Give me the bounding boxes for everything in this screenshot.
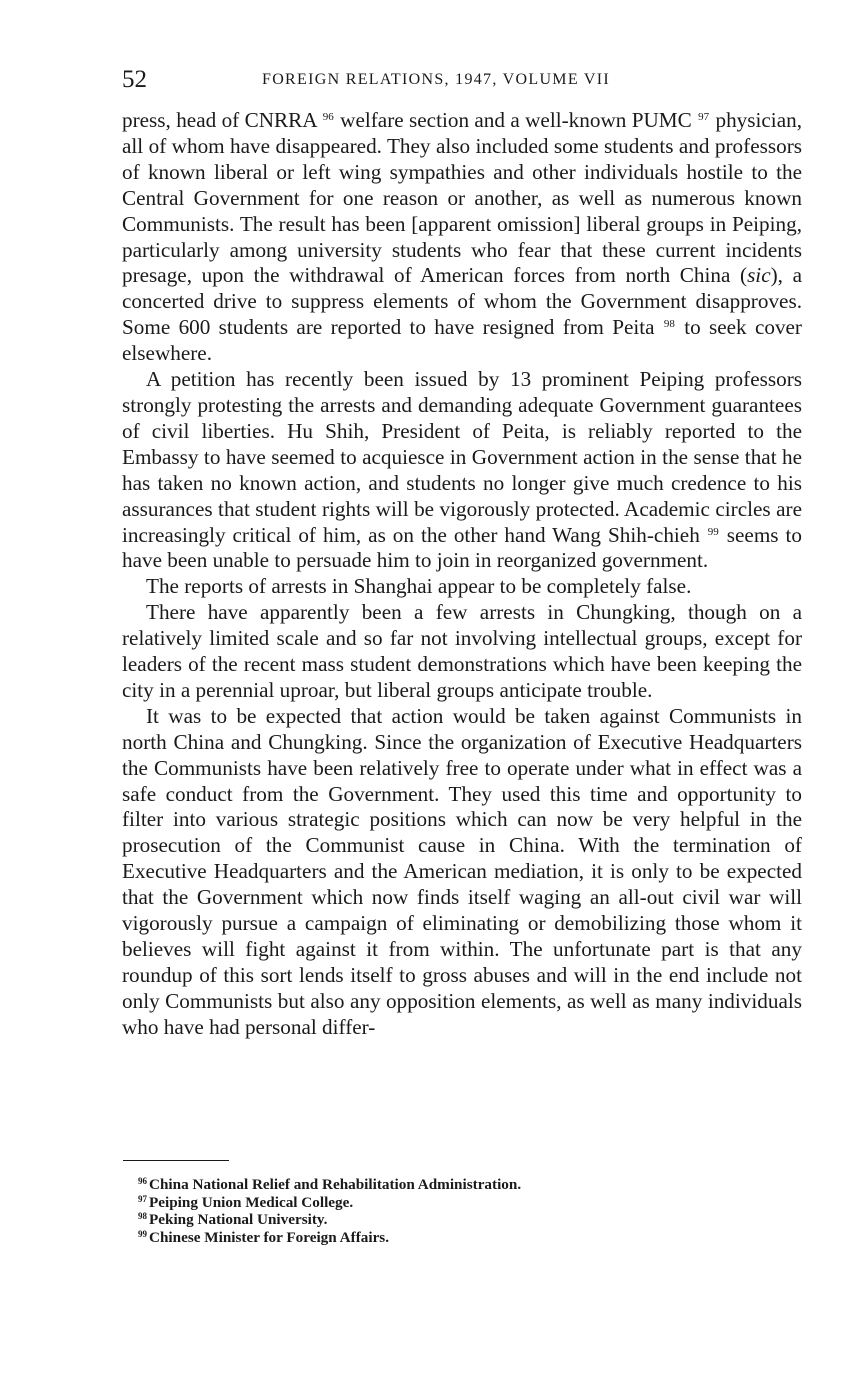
footnote-number: 98 (138, 1211, 147, 1222)
text-run: to seek cover elsewhere. (122, 315, 802, 366)
running-head (122, 64, 802, 96)
text-run: A petition has recently been issued by 13 prominent Peiping professors strongly protesting the arrests and demanding adequate Government guarantees of civil liberties. Hu Shih, President of Peita, is reliably reported to the Embassy to have seemed to acquiesce in Government action in the sense that he has taken no known action, and students no longer give much credence to his assurances that student rights will be vigorously protected. Academic circles are increasingly critical of him, as on the other hand Wang Shih-chieh (122, 367, 802, 547)
footnote (138, 1229, 798, 1247)
paragraph (122, 704, 802, 1041)
footnote-number: 96 (138, 1176, 147, 1186)
footnote-reference: 96 (322, 111, 334, 123)
footnote-text: Peking National University. (149, 1211, 328, 1229)
text-run: ), a concerted drive to suppress elements of whom the Government disapproves. Some 600 students are reported to have resigned from Peita (122, 263, 802, 340)
footnote-reference: 97 (698, 111, 710, 123)
footnote-reference: 99 (707, 525, 719, 538)
footnote-text: Chinese Minister for Foreign Affairs. (149, 1228, 390, 1246)
footnote-text: Peiping Union Medical College. (149, 1193, 354, 1211)
text-run: There have apparently been a few arrests in Chungking, though on a relatively limited scale and so far not involving intellectual groups, except for leaders of the recent mass student demonstrations which have been keeping the city in a perennial uproar, but liberal groups anticipate trouble. (122, 600, 802, 702)
running-title: FOREIGN RELATIONS, 1947, VOLUME VII (262, 71, 611, 88)
text-run: welfare section and a well-known PUMC (334, 108, 698, 132)
footnote-number: 99 (138, 1228, 147, 1239)
footnote (138, 1194, 798, 1212)
text-run: seems to have been unable to persuade him to join in reorganized government. (122, 522, 802, 573)
paragraph (122, 574, 802, 600)
text-run: It was to be expected that action would be taken against Communists in north China and Chungking. Since the organization of Executive Headquarters the Communists have been relatively free to operate under what in effect was a safe conduct from the Government. They used this time and opportunity to filter into various strategic positions which can now be very helpful in the prosecution of the Communist cause in China. With the termination of Executive Headquarters and the American mediation, it is only to be expected that the Government which now finds itself waging an all-out civil war will vigorously pursue a campaign of eliminating or demobilizing those whom it believes will fight against it from within. The unfortunate part is that any roundup of this sort lends itself to gross abuses and will in the end include not only Communists but also any opposition elements, as well as many individuals who have had personal differ- (122, 703, 802, 1039)
text-run: physician, all of whom have disappeared. They also included some students and professors of known liberal or left wing sympathies and other individuals hostile to the Central Government for one reason or another, as well as numerous known Communists. The result has been [apparent omission] liberal groups in Peiping, particularly among university students who fear that these current incidents presage, upon the withdrawal of American forces from north China ( (122, 108, 802, 288)
page-number: 52 (122, 66, 147, 93)
paragraph (122, 367, 802, 574)
footnote-rule (123, 1160, 229, 1161)
paragraph (122, 108, 802, 367)
footnote-text: China National Relief and Rehabilitation Administration. (149, 1176, 522, 1193)
paragraph (122, 600, 802, 704)
footnote (138, 1211, 798, 1229)
footnote-number: 97 (138, 1193, 147, 1204)
footnote-reference: 98 (663, 318, 675, 331)
italic-text: sic (747, 263, 771, 288)
text-run: press, head of CNRRA (122, 108, 322, 132)
footnotes (138, 1176, 798, 1246)
text-run: The reports of arrests in Shanghai appear to be completely false. (146, 574, 692, 599)
footnote (138, 1176, 798, 1194)
body-text (122, 108, 802, 1041)
